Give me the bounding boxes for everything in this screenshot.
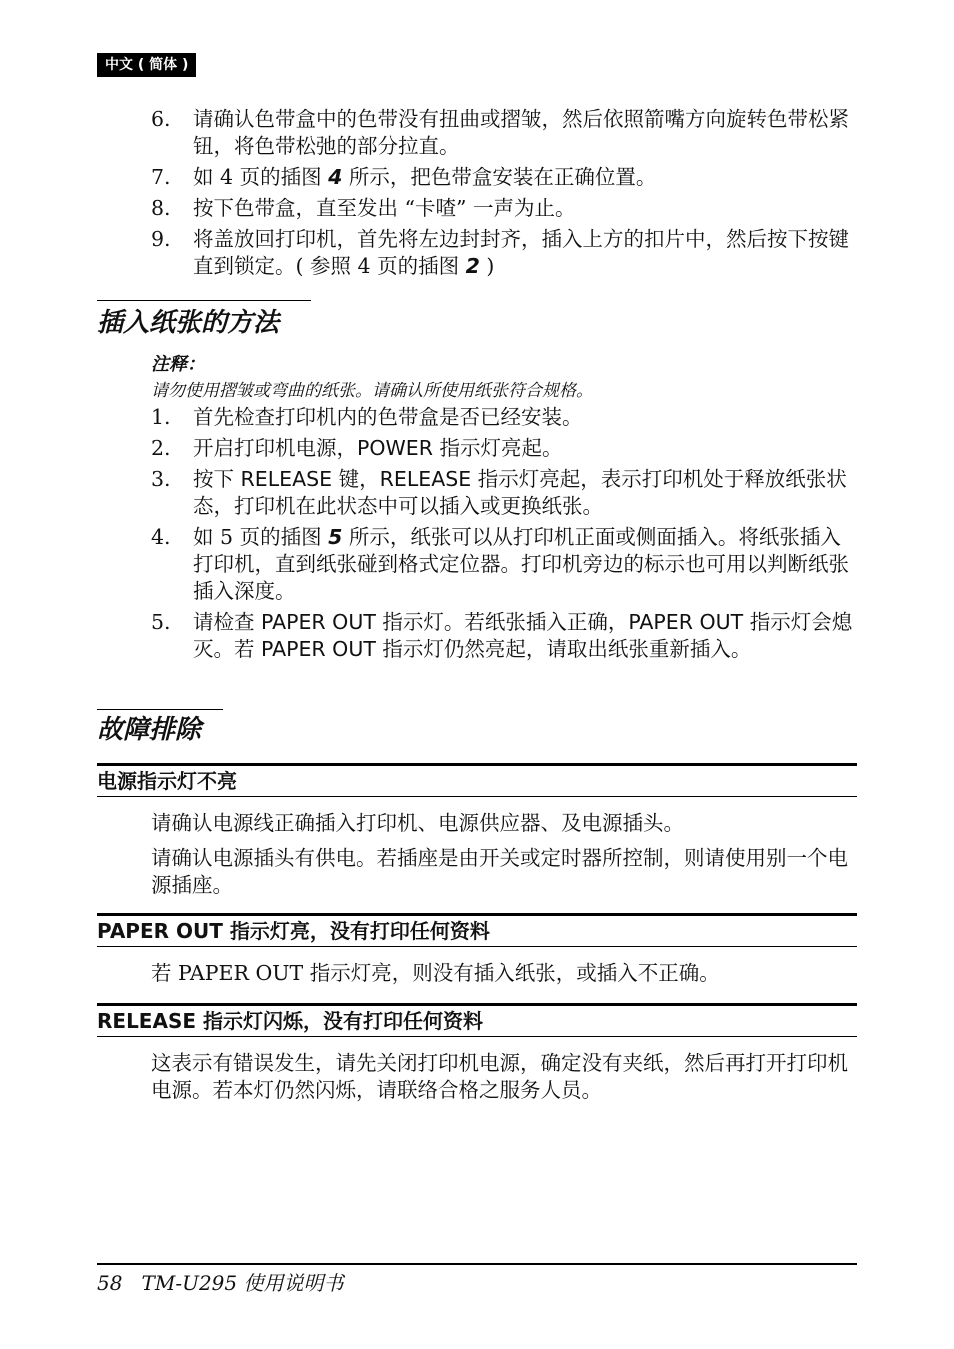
subheading-paper-out: PAPER OUT 指示灯亮，没有打印任何资料 [97, 913, 857, 947]
item-number: 3. [151, 467, 171, 491]
list-item [0, 435, 857, 462]
list-item [0, 195, 857, 222]
figure-ref: 5 [328, 525, 343, 549]
list-item [0, 524, 857, 605]
section-rule [97, 709, 223, 710]
item-text: 如 5 页的插图 5 所示，纸张可以从打印机正面或侧面插入。将纸张插入打印机，直到纸张碰到格式定位器。打印机旁边的标示也可用以判断纸张插入深度。 [193, 525, 849, 603]
ribbon-steps-list [0, 106, 954, 284]
list-item [0, 106, 857, 160]
item-number: 1. [151, 405, 171, 429]
item-text: 按下色带盒，直至发出 “卡喳” 一声为止。 [193, 196, 576, 220]
item-number: 2. [151, 436, 171, 460]
list-item [0, 466, 857, 520]
item-number: 8. [151, 196, 171, 220]
item-text: 按下 RELEASE 键，RELEASE 指示灯亮起，表示打印机处于释放纸张状态，打印机在此状态中可以插入或更换纸张。 [193, 467, 847, 518]
item-text: 首先检查打印机内的色带盒是否已经安装。 [193, 405, 583, 429]
insert-paper-steps-list [0, 404, 954, 667]
list-item [0, 609, 857, 663]
item-text: 将盖放回打印机，首先将左边封封齐，插入上方的扣片中，然后按下按键直到锁定。( 参照 4 页的插图 2 ) [193, 227, 849, 278]
language-tag: 中文 ( 简体 ) [97, 53, 196, 77]
subheading-release: RELEASE 指示灯闪烁，没有打印任何资料 [97, 1003, 857, 1037]
figure-ref: 4 [328, 165, 343, 189]
item-number: 9. [151, 227, 171, 251]
list-item [0, 226, 857, 280]
item-number: 5. [151, 610, 171, 634]
note-title: 注释： [151, 354, 205, 375]
item-text: 开启打印机电源，POWER 指示灯亮起。 [193, 436, 563, 460]
figure-ref: 2 [465, 254, 480, 278]
page-footer: 58 TM-U295 使用说明书 [97, 1271, 344, 1295]
section-rule [97, 300, 311, 301]
paragraph: 若 PAPER OUT 指示灯亮，则没有插入纸张，或插入不正确。 [151, 961, 720, 985]
item-number: 6. [151, 107, 171, 131]
list-item [0, 404, 857, 431]
paragraph: 请确认电源线正确插入打印机、电源供应器、及电源插头。 [151, 811, 684, 835]
subheading-power-light: 电源指示灯不亮 [97, 763, 857, 797]
item-text: 请确认色带盒中的色带没有扭曲或摺皱，然后依照箭嘴方向旋转色带松紧钮，将色带松弛的部分拉直。 [193, 107, 849, 158]
section-title-insert-paper: 插入纸张的方法 [97, 308, 280, 338]
item-text: 如 4 页的插图 4 所示，把色带盒安装在正确位置。 [193, 165, 657, 189]
item-text: 请检查 PAPER OUT 指示灯。若纸张插入正确，PAPER OUT 指示灯会熄灭。若 PAPER OUT 指示灯仍然亮起，请取出纸张重新插入。 [193, 610, 853, 661]
paragraph: 这表示有错误发生，请先关闭打印机电源，确定没有夹纸，然后再打开打印机电源。若本灯仍然闪烁，请联络合格之服务人员。 [151, 1051, 848, 1102]
footer-rule [97, 1263, 857, 1265]
section-title-troubleshooting: 故障排除 [97, 715, 202, 745]
note-text: 请勿使用摺皱或弯曲的纸张。请确认所使用纸张符合规格。 [151, 381, 593, 401]
item-number: 4. [151, 525, 171, 549]
list-item [0, 164, 857, 191]
item-number: 7. [151, 165, 171, 189]
paragraph: 请确认电源插头有供电。若插座是由开关或定时器所控制，则请使用别一个电源插座。 [151, 846, 848, 897]
